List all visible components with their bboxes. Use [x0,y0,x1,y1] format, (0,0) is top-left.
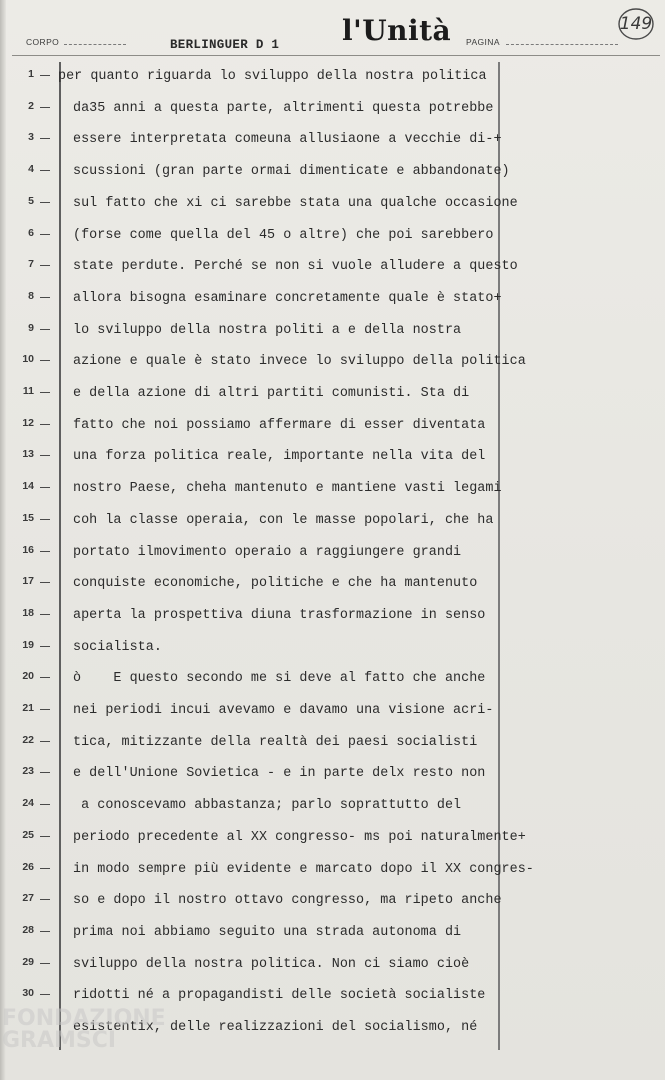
line-number [6,417,58,433]
typed-line: periodo precedente al XX congresso- ms poi naturalmente+ [73,829,526,845]
typed-line: e della azione di altri partiti comunisti. Sta di [73,386,470,401]
line-number [6,385,58,401]
line-number-text: 27 [22,892,34,905]
line-number-dash [40,804,50,805]
line-number-text: 12 [22,416,34,429]
typed-line: allora bisogna esaminare concretamente quale è stato+ [73,290,502,306]
line-number [6,68,58,84]
typed-line: a conoscevamo abbastanza; parlo soprattutto del [73,798,462,814]
document-id: BERLINGUER D 1 [170,38,280,52]
line-number [6,924,58,940]
line-number [6,892,58,908]
typed-line: nei periodi incui avevamo e davamo una visione acri- [73,703,494,718]
corpo-label: CORPO [26,37,60,47]
typed-line: sviluppo della nostra politica. Non ci siamo cioè [73,956,470,972]
line-number-text: 9 [28,321,34,334]
line-number-dash [40,677,50,678]
line-number-dash [40,963,50,964]
typed-line: portato ilmovimento operaio a raggiungere grandi [73,544,462,560]
line-number-dash [40,836,50,837]
line-number-dash [40,170,50,171]
typed-line: fatto che noi possiamo affermare di esser diventata [73,417,486,433]
line-number [6,131,58,147]
typed-line: in modo sempre più evidente e marcato dopo il XX congres- [73,861,534,877]
line-number-dash [40,392,50,393]
line-number [6,448,58,464]
line-number-text: 21 [22,702,34,714]
line-number [6,797,58,813]
line-number-dash [40,519,50,520]
pagina-label: PAGINA [466,37,500,47]
line-number [6,987,58,1003]
line-number-dash [40,424,50,425]
typed-line: per quanto riguarda lo sviluppo della nostra politica [58,69,487,84]
line-number-text: 3 [28,131,34,144]
line-number-text: 10 [22,353,34,366]
typed-line: esistentix, delle realizzazioni del socialismo, né [73,1020,478,1035]
line-number-text: 17 [22,575,34,588]
line-number-dash [40,614,50,615]
line-number [6,322,58,338]
typed-line: so e dopo il nostro ottavo congresso, ma ripeto anche [73,893,502,909]
line-number-dash [40,329,50,330]
line-number-dash [40,646,50,647]
line-number-text: 29 [22,955,34,968]
typed-line: una forza politica reale, importante nella vita del [73,449,486,465]
page-edge-shadow [0,0,6,1080]
line-number [6,353,58,369]
line-number-text: 14 [22,480,34,493]
archive-watermark [2,1008,166,1052]
line-number-text: 30 [22,987,34,1000]
line-number [6,956,58,972]
line-number-dash [40,582,50,583]
watermark-line-1: FONDAZIONE [2,1006,166,1031]
line-number-text: 19 [22,638,34,651]
line-number-dash [40,202,50,203]
line-number [6,670,58,686]
header-rule [12,55,660,56]
line-number-text: 26 [22,860,34,873]
left-margin-line [59,62,61,1050]
line-number-dash [40,487,50,488]
typed-line: nostro Paese, cheha mantenuto e mantiene vasti legami [73,481,502,497]
line-number [6,512,58,528]
line-number-dash [40,551,50,552]
line-number [6,702,58,718]
line-number-dash [40,107,50,108]
line-number-text: 16 [22,543,34,556]
pagina-dashes [506,44,618,45]
typed-line: socialista. [73,639,162,655]
line-number-dash [40,931,50,932]
line-number-text: 22 [22,733,34,746]
line-number-text: 28 [22,923,34,936]
line-number-text: 8 [28,289,34,302]
line-number-dash [40,868,50,869]
handwritten-page-number [617,6,655,42]
line-number-text: 18 [22,606,34,619]
line-number [6,861,58,877]
line-number-dash [40,741,50,742]
line-number-dash [40,455,50,456]
typed-line: sul fatto che xi ci sarebbe stata una qualche occasione [73,195,518,211]
line-number [6,829,58,845]
typed-line: ridotti né a propagandisti delle società socialiste [73,988,486,1004]
line-number-dash [40,772,50,773]
line-number-text: 13 [22,448,34,461]
line-number-text: 7 [28,258,34,271]
line-number-dash [40,297,50,298]
line-number-text: 4 [28,163,34,176]
line-number [6,639,58,655]
typed-line: state perdute. Perché se non si vuole alludere a questo [73,259,518,275]
line-number-text: 6 [28,226,34,239]
line-number [6,765,58,781]
line-number-text: 23 [22,765,34,778]
typed-line: essere interpretata comeuna allusiaone a vecchie di-+ [73,132,502,148]
watermark-line-2: GRAMSCI [2,1028,117,1053]
line-number-text: 20 [22,670,34,683]
line-number [6,480,58,496]
typed-line: prima noi abbiamo seguito una strada autonoma di [73,924,462,940]
line-number [6,100,58,116]
line-number [6,290,58,306]
line-number-text: 11 [22,385,34,397]
line-number [6,227,58,243]
typed-line: aperta la prospettiva diuna trasformazione in senso [73,607,486,623]
line-number [6,607,58,623]
line-number-dash [40,899,50,900]
line-number-text: 24 [22,797,34,810]
typed-line: ò E questo secondo me si deve al fatto che anche [73,671,486,687]
line-number-text: 25 [22,828,34,841]
line-number-dash [40,709,50,710]
line-number-text: 2 [28,99,34,112]
page-number-text: 149 [619,14,653,34]
typed-line: lo sviluppo della nostra politi a e della nostra [73,322,462,338]
line-number-dash [40,265,50,266]
line-number [6,195,58,211]
line-number-dash [40,994,50,995]
typed-line: coh la classe operaia, con le masse popolari, che ha [73,512,494,528]
line-number-dash [40,234,50,235]
line-number-dash [40,75,50,76]
typed-line: conquiste economiche, politiche e che ha mantenuto [73,576,478,592]
line-number-dash [40,138,50,139]
typed-line: da35 anni a questa parte, altrimenti questa potrebbe [73,100,494,116]
line-number [6,734,58,750]
line-number [6,575,58,591]
line-number-text: 5 [28,194,34,207]
line-number-dash [40,360,50,361]
typed-line: scussioni (gran parte ormai dimenticate e abbandonate) [73,164,510,180]
typed-line: tica, mitizzante della realtà dei paesi socialisti [73,734,478,750]
newspaper-masthead: l'Unità [342,14,452,47]
line-number-text: 1 [28,68,34,80]
line-number-text: 15 [22,511,34,524]
typed-line: (forse come quella del 45 o altre) che poi sarebbero [73,227,494,243]
typed-line: azione e quale è stato invece lo sviluppo della politica [73,354,526,370]
line-number [6,163,58,179]
line-number [6,544,58,560]
line-number [6,258,58,274]
corpo-dashes [64,44,126,45]
typed-line: e dell'Unione Sovietica - e in parte delx resto non [73,766,486,782]
